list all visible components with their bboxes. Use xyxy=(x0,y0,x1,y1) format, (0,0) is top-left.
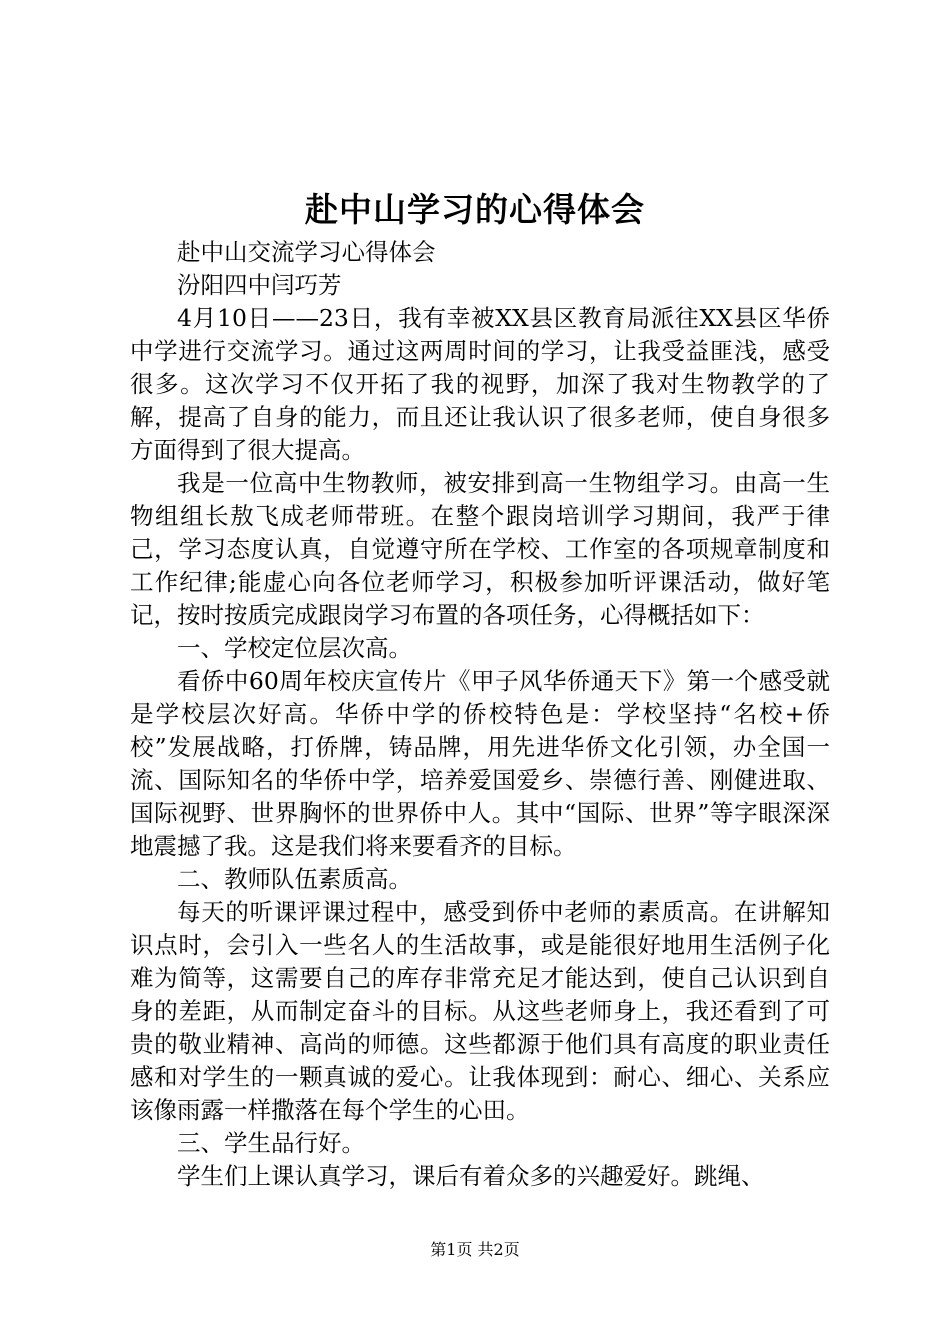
page-number-footer: 第1页 共2页 xyxy=(430,1240,520,1259)
document-body xyxy=(130,236,830,1193)
body-paragraph: 每天的听课评课过程中，感受到侨中老师的素质高。在讲解知识点时，会引入一些名人的生活故事，或是能很好地用生活例子化难为简等，这需要自己的库存非常充足才能达到，使自己认识到自身的差距，从而制定奋斗的目标。从这些老师身上，我还看到了可贵的敬业精神、高尚的师德。这些都源于他们具有高度的职业责任感和对学生的一颗真诚的爱心。让我体现到：耐心、细心、关系应该像雨露一样撒落在每个学生的心田。 xyxy=(130,898,830,1124)
subtitle-paragraph: 赴中山交流学习心得体会 xyxy=(177,238,436,266)
section-heading: 一、学校定位层次高。 xyxy=(177,634,412,662)
body-paragraph: 我是一位高中生物教师，被安排到高一生物组学习。由高一生物组组长敖飞成老师带班。在整个跟岗培训学习期间，我严于律己，学习态度认真，自觉遵守所在学校、工作室的各项规章制度和工作纪律;能虚心向各位老师学习，积极参加听评课活动，做好笔记，按时按质完成跟岗学习布置的各项任务，心得概括如下： xyxy=(130,469,830,629)
section-heading: 三、学生品行好。 xyxy=(177,1129,365,1157)
body-paragraph: 4月10日——23日，我有幸被XX县区教育局派往XX县区华侨中学进行交流学习。通过这两周时间的学习，让我受益匪浅，感受很多。这次学习不仅开拓了我的视野，加深了我对生物教学的了解，提高了自身的能力，而且还让我认识了很多老师，使自身很多方面得到了很大提高。 xyxy=(130,304,830,464)
body-paragraph: 学生们上课认真学习，课后有着众多的兴趣爱好。跳绳、 xyxy=(177,1162,765,1190)
document-title: 赴中山学习的心得体会 xyxy=(305,190,645,229)
section-heading: 二、教师队伍素质高。 xyxy=(177,865,412,893)
author-paragraph: 汾阳四中闫巧芳 xyxy=(177,271,342,299)
body-paragraph: 看侨中60周年校庆宣传片《甲子风华侨通天下》第一个感受就是学校层次好高。华侨中学的侨校特色是：学校坚持“名校+侨校”发展战略，打侨牌，铸品牌，用先进华侨文化引领，办全国一流、国际知名的华侨中学，培养爱国爱乡、崇德行善、刚健进取、国际视野、世界胸怀的世界侨中人。其中“国际、世界”等字眼深深地震撼了我。这是我们将来要看齐的目标。 xyxy=(130,667,830,860)
